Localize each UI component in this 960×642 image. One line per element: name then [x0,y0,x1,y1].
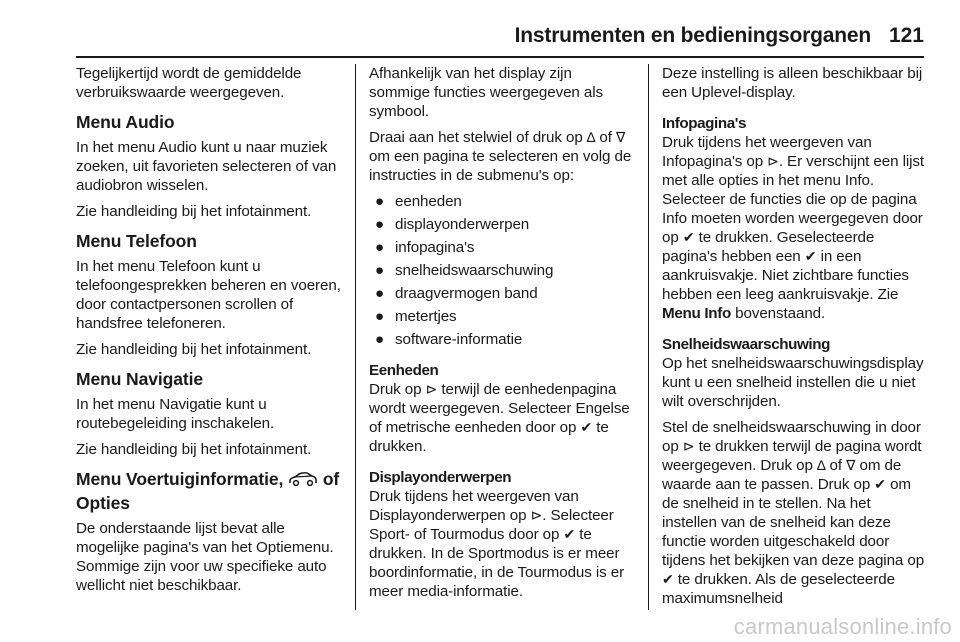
vehicle-heading-part-a: Menu Voertuiginformatie, [76,469,284,489]
triangle-up-icon: ∆ [816,457,826,473]
page-number: 121 [888,24,924,47]
list-item: ● metertjes [375,308,457,325]
infopaginas-paragraph: Druk tijdens het weergeven van Infopagina's op ⊳. Er verschijnt een lijst met alle opties in het menu Info. Selecteer de functies die op de pagina Info moeten worden weergegeven door op ✔ te drukken. Geselecteerde pagina's hebben een ✔ in een aankruisvakje. Niet zichtbare functies hebben een leeg aankruisvakje. Zie Menu Info bovenstaand. [662,134,925,322]
heading-infopaginas: Infopagina's [662,115,747,132]
bullet-icon: ● [375,216,385,233]
play-icon: ⊳ [425,381,438,397]
audio-paragraph: In het menu Audio kunt u naar muziek zoeken, uit favorieten selecteren of van audiobron wisselen. [76,139,337,194]
list-item: ● software-informatie [375,331,523,348]
displayonderwerpen-paragraph: Druk tijdens het weergeven van Displayonderwerpen op ⊳. Selecteer Sport- of Tourmodus door op ✔ te drukken. In de Sportmodus is er meer boordinformatie, in de Tourmodus is er meer media-informatie. [369,488,625,600]
column-divider-1 [355,64,356,610]
bullet-icon: ● [375,239,385,256]
play-icon: ⊳ [530,507,543,523]
vehicle-heading-of: of [322,469,340,489]
check-icon: ✔ [662,571,674,587]
snelheid-paragraph: Op het snelheidswaarschuwingsdisplay kunt u een snelheid instellen die u niet wilt overschrijden. [662,355,924,410]
play-icon: ⊳ [767,153,779,169]
column-1 [76,64,344,602]
vehicle-paragraph: De onderstaande lijst bevat alle mogelijke pagina's van het Optiemenu. Sommige zijn voor uw specifieke auto wellicht niet beschikbaar. [76,520,334,594]
column-2 [369,64,635,608]
watermark: carmanualsonline.info [733,614,952,639]
heading-snelheidswaarschuwing: Snelheidswaarschuwing [662,336,830,353]
list-item: ● eenheden [375,193,462,210]
phone-paragraph: In het menu Telefoon kunt u telefoongesprekken beheren en voeren, door contactpersonen scrollen of handsfree telefoneren. [76,258,341,332]
nav-paragraph: In het menu Navigatie kunt u routebegeleiding inschakelen. [76,396,275,432]
vehicle-heading-part-b: Opties [76,493,130,513]
column-3 [662,64,928,615]
heading-menu-navigatie: Menu Navigatie [76,369,203,389]
snelheid-instellen-paragraph: Stel de snelheidswaarschuwing in door op ⊳ te drukken terwijl de pagina wordt weergegeven. Druk op ∆ of ∇ om de waarde aan te passen. Druk op ✔ om de snelheid in te stellen. Na het instellen van de snelheid kan deze functie worden uitgeschakeld door tijdens het bekijken van deze pagina op ✔ te drukken. Als de geselecteerde maximumsnelheid [662,419,925,607]
heading-displayonderwerpen: Displayonderwerpen [369,469,512,486]
submenu-list [369,192,635,349]
play-icon: ⊳ [682,438,695,454]
intro-paragraph: Tegelijkertijd wordt de gemiddelde verbruikswaarde weergegeven. [76,65,302,101]
list-item: ● draagvermogen band [375,285,538,302]
heading-menu-audio: Menu Audio [76,112,175,132]
list-item: ● snelheidswaarschuwing [375,262,554,279]
page-title: Instrumenten en bedieningsorganen [514,24,871,47]
stelwiel-paragraph: Draai aan het stelwiel of druk op ∆ of ∇ om een pagina te selecteren en volg de instructies in de submenu's op: [369,129,632,184]
triangle-down-icon: ∇ [615,129,626,145]
bullet-icon: ● [375,193,385,210]
menu-info-reference: Menu Info [662,305,732,322]
header-rule [76,56,924,58]
check-icon: ✔ [804,248,817,264]
triangle-down-icon: ∇ [846,457,856,473]
check-icon: ✔ [563,526,576,542]
heading-menu-telefoon: Menu Telefoon [76,231,197,251]
check-icon: ✔ [580,419,593,435]
audio-reference: Zie handleiding bij het infotainment. [76,203,312,220]
list-item: ● infopagina's [375,239,475,256]
car-icon [288,470,318,492]
check-icon: ✔ [682,229,695,245]
page-header [0,24,924,54]
eenheden-paragraph: Druk op ⊳ terwijl de eenhedenpagina wordt weergegeven. Selecteer Engelse of metrische eenheden door op ✔ te drukken. [369,381,630,455]
heading-eenheden: Eenheden [369,362,439,379]
bullet-icon: ● [375,262,385,279]
list-item: ● displayonderwerpen [375,216,530,233]
nav-reference: Zie handleiding bij het infotainment. [76,441,312,458]
display-symbol-paragraph: Afhankelijk van het display zijn sommige functies weergegeven als symbool. [369,65,604,120]
heading-menu-voertuiginformatie [76,468,344,514]
check-icon: ✔ [874,476,886,492]
bullet-icon: ● [375,331,385,348]
phone-reference: Zie handleiding bij het infotainment. [76,341,312,358]
column-divider-2 [648,64,649,610]
bullet-icon: ● [375,308,385,325]
triangle-up-icon: ∆ [586,129,596,145]
uplevel-paragraph: Deze instelling is alleen beschikbaar bij een Uplevel-display. [662,65,923,101]
bullet-icon: ● [375,285,385,302]
